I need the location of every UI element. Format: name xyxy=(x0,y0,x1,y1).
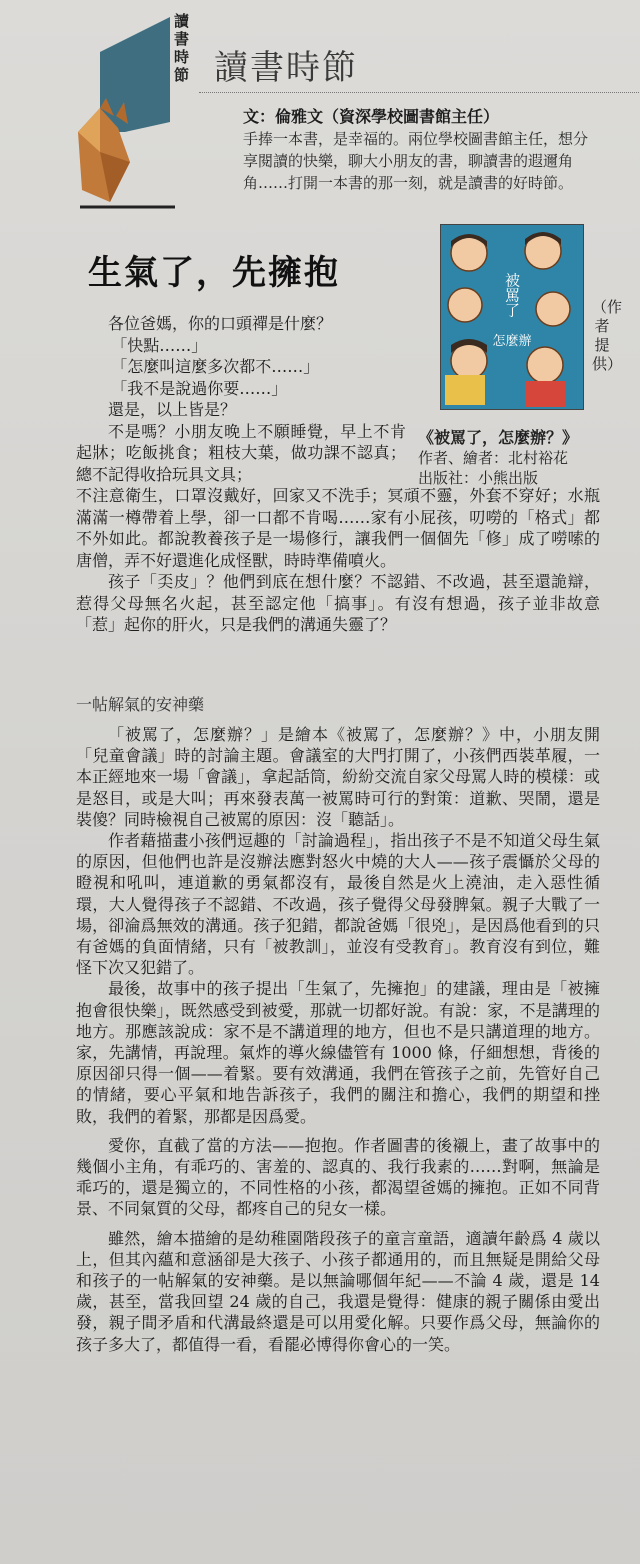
paragraph-1b: 不注意衛生，口罩沒戴好，回家又不洗手；冥頑不靈，外套不穿好；水瓶滿滿一樽帶着上學，卻一口都不肯喝……家有小屁孩，叨嘮的「格式」都不外如此。都說教養孩子是一場修行，讓我們一個個先「修」成了嘮嗦的唐僧，弄不好還進化成怪獸，時時準備噴火。 xyxy=(76,486,600,570)
caption-title: 《被罵了，怎麼辦？》 xyxy=(418,428,579,447)
paragraph-6: 愛你，直截了當的方法——抱抱。作者圖書的後襯上，畫了故事中的幾個小主角，有乖巧的、害羞的、認真的、我行我素的……對啊，無論是乖巧的，還是獨立的，不同性格的小孩，都渴望爸媽的擁抱。正如不同背景、不同氣質的父母，都疼自己的兒女一樣。 xyxy=(76,1135,600,1219)
caption-publisher: 出版社：小熊出版 xyxy=(418,469,539,487)
caption-author: 作者、繪者：北村裕花 xyxy=(418,449,569,467)
quote-1: 「快點……」 xyxy=(111,335,208,355)
column-title: 讀書時節 xyxy=(214,48,358,88)
svg-text:被罵了: 被罵了 xyxy=(503,272,521,318)
paragraph-5: 最後，故事中的孩子提出「生氣了，先擁抱」的建議，理由是「被擁抱會很快樂」，既然感受到被愛，那就一切都好說。有說：家，不是講理的地方。那應該說成：家不是不講道理的地方，但也不是只講道理的地方。家，先講情，再說理。氣炸的導火線儘管有 1000 條，仔細想想，背後的原因卻只得一個——着緊。要有效溝通，我們在管孩子之前，先管好自己的情緒，要心平氣和地告訴孩子，我們的關注和擔心，我們的期望和挫敗，我們的着緊，那都是因爲愛。 xyxy=(76,979,600,1126)
photo-credit: （作者提供） xyxy=(592,298,623,373)
article-body-bottom xyxy=(76,724,600,1355)
header-divider xyxy=(199,92,639,94)
paragraph-1a: 不是嗎？小朋友晚上不願睡覺，早上不肯起牀；吃飯挑食；粗枝大葉，做功課不認真；總不記得收拾玩具文具； xyxy=(76,421,406,484)
column-tag: 讀書時節 xyxy=(174,12,190,84)
quote-3: 「我不是說過你要……」 xyxy=(111,378,288,398)
section-subhead: 一帖解氣的安神藥 xyxy=(76,695,205,714)
quote-end: 還是，以上皆是？ xyxy=(108,400,237,419)
paragraph-7: 雖然，繪本描繪的是幼稚園階段孩子的童言童語，適讀年齡爲 4 歲以上，但其內蘊和意涵卻是大孩子、小孩子都通用的，而且無疑是開給父母和孩子的一帖解氣的安神藥。是以無論哪個年紀——不論 4 歲，還是 14 歲，甚至，當我回望 24 歲的自己，我還是覺得：健康的親子關係由愛出發，親子間矛盾和代溝最終還是可以用愛化解。只要作爲父母，無論你的孩子多大了，都值得一看，看罷必博得你會心的一笑。 xyxy=(76,1228,600,1354)
quote-2: 「怎麼叫這麼多次都不……」 xyxy=(111,357,320,376)
paragraph-2: 孩子「奀皮」？他們到底在想什麼？不認錯、不改過，甚至還詭辯，惹得父母無名火起，甚至認定他「搞事」。有沒有想過，孩子並非故意「惹」起你的肝火，只是我們的溝通失靈了？ xyxy=(76,572,600,634)
article-body-top xyxy=(76,313,600,636)
paragraph-4: 作者藉描畫小孩們逗趣的「討論過程」，指出孩子不是不知道父母生氣的原因，但他們也許是沒辦法應對怒火中燒的大人——孩子震懾於父母的瞪視和吼叫，連道歉的勇氣都沒有，最後自然是火上澆油，走入惡性循環，大人覺得孩子不認錯、不改過，孩子覺得父母發脾氣。親子大戰了一場，卻淪爲無效的溝通。孩子犯錯，都說爸媽「很兇」，是因爲他看到的只有爸媽的負面情緒，只有「被教訓」，並沒有受教育」。教育沒有到位，難怪下次又犯錯了。 xyxy=(76,831,600,978)
paragraph-3: 「被罵了，怎麼辦？」是繪本《被罵了，怎麼辦？》中，小朋友開「兒童會議」時的討論主題。會議室的大門打開了，小孩們西裝革履，一本正經地來一場「會議」，拿起話筒，紛紛交流自家父母罵人時的模樣：或是怒目，或是大叫；再來發表萬一被罵時可行的對策：道歉、哭鬧，還是裝傻？同時檢視自己被罵的原因：沒「聽話」。 xyxy=(76,725,600,829)
byline: 文：倫雅文（資深學校圖書館主任） xyxy=(243,107,500,126)
origami-cat-logo xyxy=(70,12,180,212)
svg-text:怎麼辦: 怎麼辦 xyxy=(492,334,532,349)
opening-question: 各位爸媽，你的口頭禪是什麼？ xyxy=(108,314,333,333)
column-intro: 手捧一本書，是幸福的。兩位學校圖書館主任，想分享閱讀的快樂，聊大小朋友的書，聊讀書的遐邇角角……打開一本書的那一刻，就是讀書的好時節。 xyxy=(243,130,589,192)
article-headline: 生氣了，先擁抱 xyxy=(88,253,340,293)
